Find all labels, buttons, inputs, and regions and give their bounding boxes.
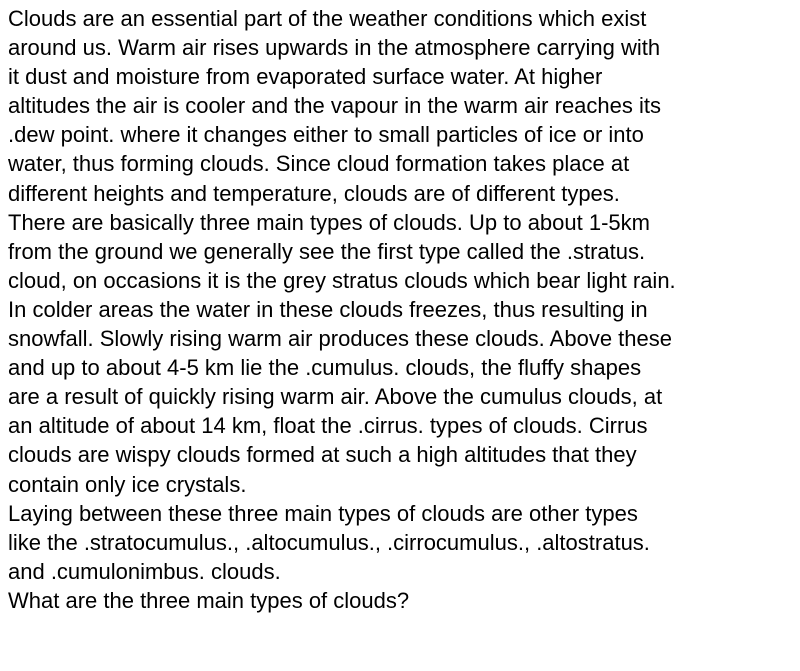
passage-line: clouds are wispy clouds formed at such a high altitudes that they [8, 442, 637, 468]
passage-line: .dew point. where it changes either to small particles of ice or into [8, 122, 644, 148]
passage-line: There are basically three main types of clouds. Up to about 1-5km [8, 209, 650, 235]
passage-line: Laying between these three main types of clouds are other types [8, 500, 638, 526]
passage-line: it dust and moisture from evaporated surface water. At higher [8, 64, 603, 90]
passage-line: In colder areas the water in these clouds freezes, thus resulting in [8, 296, 648, 322]
passage-line: cloud, on occasions it is the grey stratus clouds which bear light rain. [8, 267, 676, 293]
passage-line: around us. Warm air rises upwards in the atmosphere carrying with [8, 35, 661, 61]
passage-line: and up to about 4-5 km lie the .cumulus. clouds, the fluffy shapes [8, 355, 642, 381]
passage-line: different heights and temperature, clouds are of different types. [8, 180, 620, 206]
passage-line: an altitude of about 14 km, float the .cirrus. types of clouds. Cirrus [8, 413, 648, 439]
passage-line: snowfall. Slowly rising warm air produces these clouds. Above these [8, 326, 672, 352]
passage-line: are a result of quickly rising warm air. Above the cumulus clouds, at [8, 384, 663, 410]
passage-line: water, thus forming clouds. Since cloud formation takes place at [8, 151, 630, 177]
passage-text [8, 4, 800, 615]
passage-line: and .cumulonimbus. clouds. [8, 558, 281, 584]
passage-line: altitudes the air is cooler and the vapour in the warm air reaches its [8, 93, 661, 119]
passage-line: contain only ice crystals. [8, 471, 247, 497]
passage-line: like the .stratocumulus., .altocumulus., .cirrocumulus., .altostratus. [8, 529, 650, 555]
passage-line: Clouds are an essential part of the weather conditions which exist [8, 6, 647, 31]
question-line: What are the three main types of clouds? [8, 587, 410, 613]
passage-line: from the ground we generally see the first type called the .stratus. [8, 238, 646, 264]
